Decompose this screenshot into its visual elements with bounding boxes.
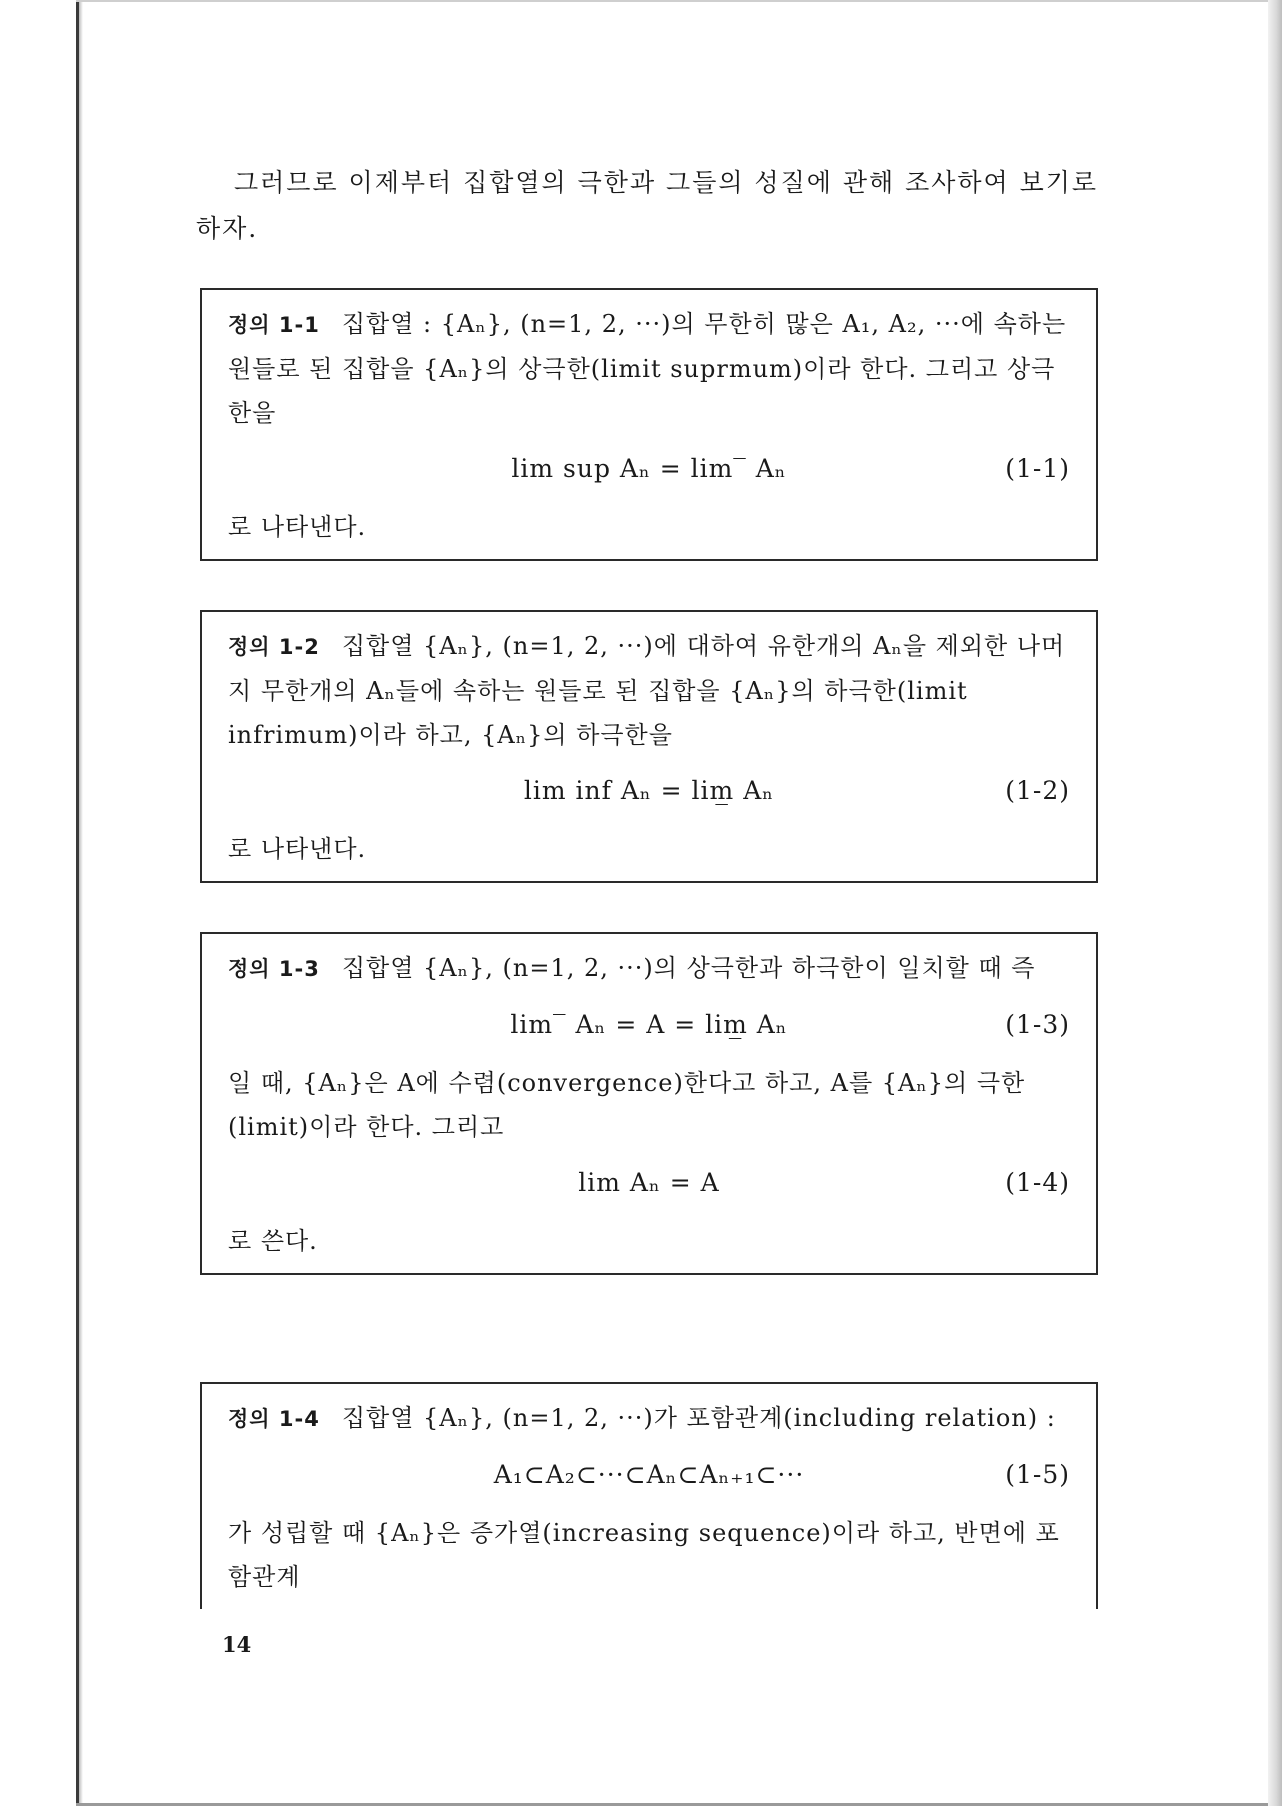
formula: lim inf Aₙ = lim̲ Aₙ: [523, 776, 775, 805]
formula-2: lim Aₙ = A: [578, 1168, 720, 1197]
definition-head: 정의 1-1: [228, 313, 320, 337]
definition-body: 집합열 {Aₙ}, (n=1, 2, ···)에 대하여 유한개의 Aₙ을 제외한 나머지 무한개의 Aₙ들에 속하는 원들로 된 집합을 {Aₙ}의 하극한(limit infrimum)이라 하고, {Aₙ}의 하극한을: [228, 632, 1066, 749]
definition-body: 집합열 {Aₙ}, (n=1, 2, ···)의 상극한과 하극한이 일치할 때 즉: [341, 954, 1036, 982]
definition-box-1-2: [200, 610, 1098, 883]
definition-text: [228, 302, 1070, 435]
equation-row: [228, 767, 1070, 817]
definition-body: 집합열 {Aₙ}, (n=1, 2, ···)가 포함관계(including relation) :: [341, 1404, 1056, 1432]
scan-top-edge: [76, 0, 1268, 2]
scan-left-shadow: [79, 0, 83, 1806]
definition-closing: 가 성립할 때 {Aₙ}은 증가열(increasing sequence)이라 하고, 반면에 포함관계: [228, 1519, 1060, 1591]
definition-closing: 로 쓴다.: [228, 1227, 318, 1255]
intro-text: 그러므로 이제부터 집합열의 극한과 그들의 성질에 관해 조사하여 보기로 하자.: [196, 168, 1099, 243]
formula: lim sup Aₙ = lim‾ Aₙ: [511, 454, 787, 483]
definition-middle: 일 때, {Aₙ}은 A에 수렴(convergence)한다고 하고, A를 {Aₙ}의 극한(limit)이라 한다. 그리고: [228, 1069, 1026, 1141]
definition-head: 정의 1-3: [228, 957, 320, 981]
equation-number: (1-1): [1005, 454, 1070, 483]
definition-head: 정의 1-2: [228, 635, 320, 659]
equation-number: (1-3): [1005, 1010, 1070, 1039]
page-number: 14: [222, 1632, 252, 1657]
intro-paragraph: [196, 160, 1106, 252]
definition-text: [228, 624, 1070, 757]
equation-number: (1-5): [1005, 1460, 1070, 1489]
definition-box-1-1: [200, 288, 1098, 561]
definition-head: 정의 1-4: [228, 1407, 320, 1431]
formula: A₁⊂A₂⊂···⊂Aₙ⊂Aₙ₊₁⊂···: [493, 1460, 805, 1489]
definition-closing: 로 나타낸다.: [228, 513, 367, 541]
definition-text: [228, 946, 1070, 991]
definition-text: [228, 1396, 1070, 1441]
definition-box-1-3: [200, 932, 1098, 1275]
definition-box-1-4: [200, 1382, 1098, 1609]
equation-row: [228, 445, 1070, 495]
equation-row-2: [228, 1159, 1070, 1209]
equation-number-2: (1-4): [1005, 1168, 1070, 1197]
scan-right-edge: [1268, 0, 1282, 1806]
equation-row: [228, 1001, 1070, 1051]
equation-number: (1-2): [1005, 776, 1070, 805]
equation-row: [228, 1451, 1070, 1501]
definition-body: 집합열 : {Aₙ}, (n=1, 2, ···)의 무한히 많은 A₁, A₂, ···에 속하는 원들로 된 집합을 {Aₙ}의 상극한(limit suprmum)이라 한다. 그리고 상극한을: [228, 310, 1067, 427]
formula: lim‾ Aₙ = A = lim̲ Aₙ: [510, 1010, 788, 1039]
definition-closing: 로 나타낸다.: [228, 835, 367, 863]
